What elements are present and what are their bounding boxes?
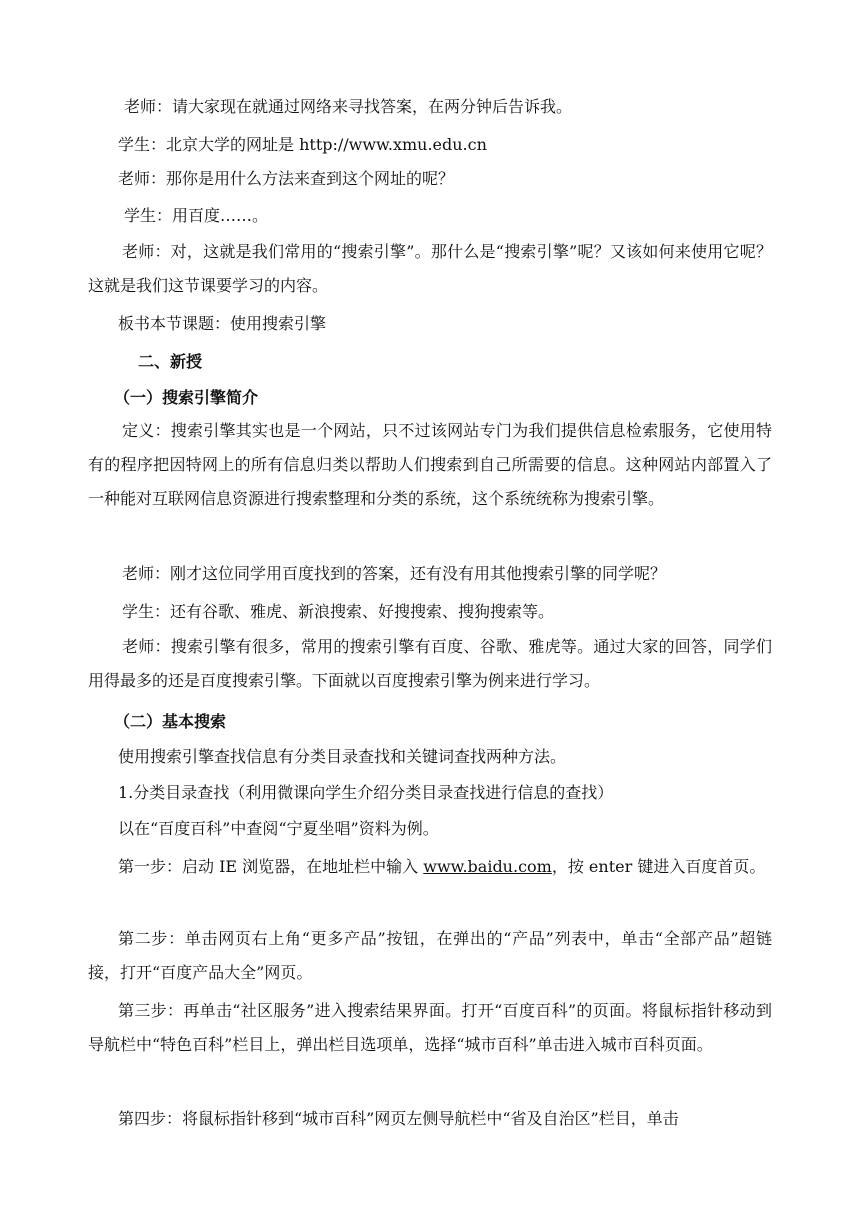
- section-heading-new-lesson: 二、新授: [138, 352, 203, 371]
- dialogue-teacher-3: 老师：对，这就是我们常用的“搜索引擎”。那什么是“搜索引擎”呢？又该如何来使用它呢？这就是我们这节课要学习的内容。: [88, 242, 772, 295]
- step-one-text-start: 第一步：启动 IE 浏览器，在地址栏中输入: [118, 857, 424, 876]
- baidu-url-link[interactable]: www.baidu.com: [423, 857, 552, 876]
- step-four-paragraph: 第四步：将鼠标指针移到“城市百科”网页左侧导航栏中“省及自治区”栏目，单击: [118, 1109, 679, 1128]
- example-paragraph: 以在“百度百科”中查阅“宁夏坐唱”资料为例。: [118, 819, 439, 838]
- step-one-text-end: ，按 enter 键进入百度首页。: [551, 857, 766, 876]
- board-title: 板书本节课题：使用搜索引擎: [118, 314, 327, 333]
- category-search-paragraph: 1.分类目录查找（利用微课向学生介绍分类目录查找进行信息的查找）: [118, 783, 614, 802]
- dialogue-teacher-2: 老师：那你是用什么方法来查到这个网址的呢？: [118, 169, 455, 188]
- subsection-heading-basic-search: （二）基本搜索: [114, 712, 227, 731]
- step-two-paragraph: 第二步：单击网页右上角“更多产品”按钮，在弹出的“产品”列表中，单击“全部产品”超链接，打开“百度产品大全”网页。: [88, 929, 772, 982]
- step-three-paragraph: 第三步：再单击“社区服务”进入搜索结果界面。打开“百度百科”的页面。将鼠标指针移动到导航栏中“特色百科”栏目上，弹出栏目选项单，选择“城市百科”单击进入城市百科页面。: [88, 1001, 772, 1054]
- subsection-heading-search-engine-intro: （一）搜索引擎简介: [114, 388, 259, 407]
- dialogue-student-2: 学生：用百度……。: [124, 206, 269, 225]
- step-one-paragraph: [88, 850, 772, 884]
- dialogue-teacher-5: 老师：搜索引擎有很多，常用的搜索引擎有百度、谷歌、雅虎等。通过大家的回答，同学们用得最多的还是百度搜索引擎。下面就以百度搜索引擎为例来进行学习。: [88, 637, 772, 690]
- dialogue-teacher-1: 老师：请大家现在就通过网络来寻找答案，在两分钟后告诉我。: [124, 97, 573, 116]
- dialogue-teacher-4: 老师：刚才这位同学用百度找到的答案，还有没有用其他搜索引擎的同学呢？: [122, 564, 667, 583]
- definition-paragraph: 定义：搜索引擎其实也是一个网站，只不过该网站专门为我们提供信息检索服务，它使用特有的程序把因特网上的所有信息归类以帮助人们搜索到自己所需要的信息。这种网站内部置入了一种能对互联网信息资源进行搜索整理和分类的系统，这个系统统称为搜索引擎。: [88, 421, 772, 508]
- dialogue-student-3: 学生：还有谷歌、雅虎、新浪搜索、好搜搜索、搜狗搜索等。: [122, 602, 555, 621]
- methods-paragraph: 使用搜索引擎查找信息有分类目录查找和关键词查找两种方法。: [118, 747, 567, 766]
- dialogue-student-1: 学生：北京大学的网址是 http://www.xmu.edu.cn: [118, 135, 487, 154]
